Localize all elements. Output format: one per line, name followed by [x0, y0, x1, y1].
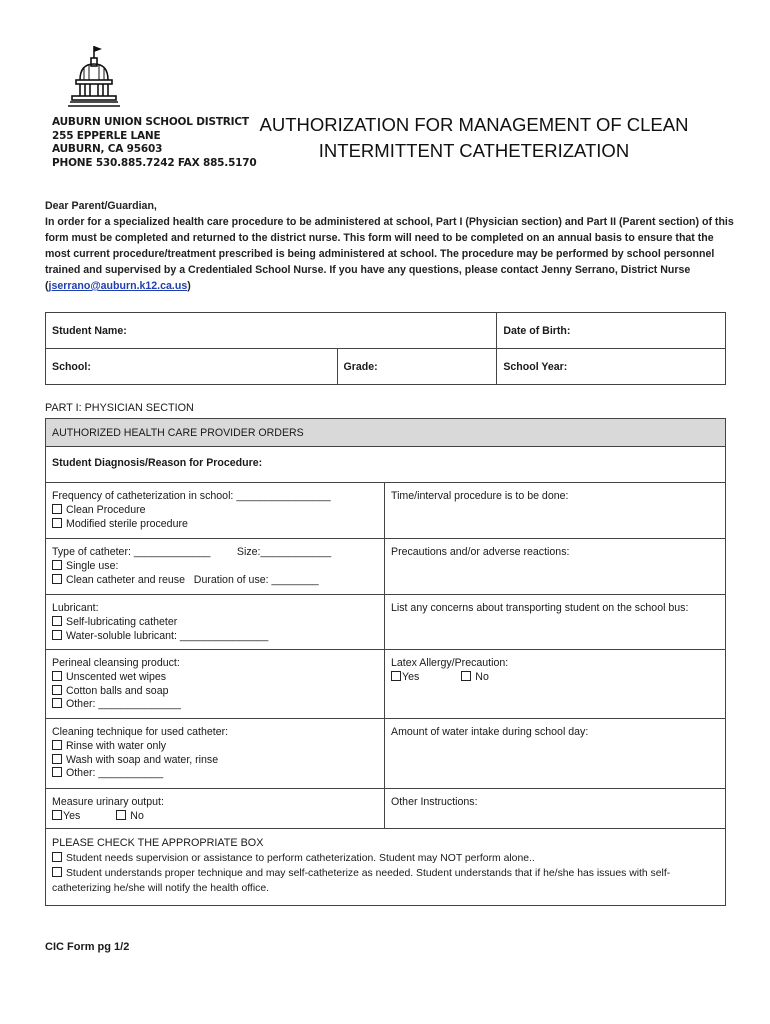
perineal-row: [46, 650, 725, 719]
date-of-birth-field[interactable]: Date of Birth:: [497, 313, 726, 349]
latex-yes-label: Yes: [402, 670, 420, 683]
unscented-wipes-label: Unscented wet wipes: [66, 670, 167, 683]
intro-letter: [45, 198, 735, 294]
grade-field[interactable]: Grade:: [337, 349, 497, 385]
clean-reuse-label: Clean catheter and reuse Duration of use: ________: [66, 573, 319, 586]
other-instructions-field[interactable]: Other Instructions:: [391, 796, 478, 808]
school-field[interactable]: School:: [46, 349, 338, 385]
self-lubricating-label: Self-lubricating catheter: [66, 615, 178, 628]
latex-no-label: No: [475, 670, 489, 683]
salutation: Dear Parent/Guardian,: [45, 200, 157, 212]
capitol-dome-logo: [64, 44, 124, 112]
needs-supervision-checkbox[interactable]: [52, 852, 62, 862]
time-interval-field[interactable]: Time/interval procedure is to be done:: [391, 490, 569, 502]
water-soluble-label: Water-soluble lubricant: _______________: [66, 629, 269, 642]
urinary-cell: [46, 789, 385, 828]
rinse-water-label: Rinse with water only: [66, 739, 167, 752]
perineal-label: Perineal cleansing product:: [52, 657, 180, 669]
urinary-label: Measure urinary output:: [52, 796, 164, 808]
cleaning-cell: [46, 719, 385, 788]
perineal-cell: [46, 650, 385, 718]
latex-yes-checkbox[interactable]: [391, 671, 401, 681]
check-heading: PLEASE CHECK THE APPROPRIATE BOX: [52, 837, 264, 849]
frequency-cell: [46, 483, 385, 538]
perineal-other-label: Other: ______________: [66, 698, 181, 711]
urinary-yes-label: Yes: [63, 809, 81, 822]
urinary-row: [46, 789, 725, 829]
self-catheterize-checkbox[interactable]: [52, 867, 62, 877]
student-name-field[interactable]: Student Name:: [46, 313, 497, 349]
check-box-section: [46, 829, 725, 896]
frequency-label[interactable]: Frequency of catheterization in school: ________________: [52, 490, 331, 502]
intro-text: In order for a specialized health care procedure to be administered at school, Part I (Physician section) and Part II (Parent section) of this form must be completed and returned to the district nurse. This form will need to be completed on an annual basis to ensure that the most current procedure/treatment prescribed is being administered at school. The procedure may be performed by school personnel trained and supervised by a Credentialed School Nurse. If you have any questions, please contact Jenny Serrano, District Nurse (: [45, 216, 734, 292]
needs-supervision-label: Student needs supervision or assistance to perform catheterization. Student may NOT perform alone..: [66, 853, 535, 864]
intro-close: ): [187, 280, 191, 292]
form-title-line1: AUTHORIZATION FOR MANAGEMENT OF CLEAN: [259, 114, 689, 135]
clean-procedure-label: Clean Procedure: [66, 503, 146, 516]
modified-sterile-checkbox[interactable]: [52, 518, 62, 528]
perineal-other-checkbox[interactable]: [52, 698, 62, 708]
water-soluble-checkbox[interactable]: [52, 630, 62, 640]
page-footer: CIC Form pg 1/2: [45, 941, 130, 953]
cotton-balls-checkbox[interactable]: [52, 685, 62, 695]
cleaning-other-checkbox[interactable]: [52, 767, 62, 777]
latex-label: Latex Allergy/Precaution:: [391, 657, 509, 669]
intro-body: [45, 214, 735, 294]
latex-no-checkbox[interactable]: [461, 671, 471, 681]
wash-soap-label: Wash with soap and water, rinse: [66, 753, 219, 766]
catheter-row: [46, 539, 725, 595]
provider-orders-box: [45, 418, 726, 906]
precautions-field[interactable]: Precautions and/or adverse reactions:: [391, 546, 570, 558]
diagnosis-field[interactable]: Student Diagnosis/Reason for Procedure:: [46, 447, 725, 483]
lubricant-label: Lubricant:: [52, 602, 99, 614]
district-street: 255 EPPERLE LANE: [52, 129, 161, 142]
frequency-row: [46, 483, 725, 539]
urinary-yes-checkbox[interactable]: [52, 810, 62, 820]
urinary-no-checkbox[interactable]: [116, 810, 126, 820]
district-city: AUBURN, CA 95603: [52, 143, 163, 155]
nurse-email-link[interactable]: jserrano@auburn.k12.ca.us: [48, 280, 188, 292]
clean-procedure-checkbox[interactable]: [52, 504, 62, 514]
form-title-line2: INTERMITTENT CATHETERIZATION: [318, 140, 630, 161]
single-use-label: Single use:: [66, 559, 119, 572]
self-catheterize-label: Student understands proper technique and may self-catheterize as needed. Student understands that if he/she has issues with self-catheterizing he/she will notify the health office.: [52, 868, 671, 894]
single-use-checkbox[interactable]: [52, 560, 62, 570]
form-title: [222, 112, 726, 164]
wash-soap-checkbox[interactable]: [52, 754, 62, 764]
cleaning-row: [46, 719, 725, 789]
district-phone: PHONE 530.885.7242 FAX 885.5170: [52, 156, 257, 169]
school-year-field[interactable]: School Year:: [497, 349, 726, 385]
rinse-water-checkbox[interactable]: [52, 740, 62, 750]
water-intake-field[interactable]: Amount of water intake during school day:: [391, 726, 589, 738]
latex-cell: [385, 650, 725, 718]
bus-concerns-field[interactable]: List any concerns about transporting student on the school bus:: [391, 602, 689, 614]
unscented-wipes-checkbox[interactable]: [52, 671, 62, 681]
student-info-table: [45, 312, 726, 385]
self-lubricating-checkbox[interactable]: [52, 616, 62, 626]
cleaning-other-label: Other: ___________: [66, 767, 164, 780]
catheter-cell: [46, 539, 385, 594]
lubricant-cell: [46, 595, 385, 649]
urinary-no-label: No: [130, 809, 144, 822]
part1-title: PART I: PHYSICIAN SECTION: [45, 402, 194, 414]
cleaning-label: Cleaning technique for used catheter:: [52, 726, 229, 738]
clean-reuse-checkbox[interactable]: [52, 574, 62, 584]
district-name: AUBURN UNION SCHOOL DISTRICT: [52, 116, 249, 128]
cotton-balls-label: Cotton balls and soap: [66, 684, 169, 697]
modified-sterile-label: Modified sterile procedure: [66, 517, 188, 530]
provider-orders-header: AUTHORIZED HEALTH CARE PROVIDER ORDERS: [46, 419, 725, 447]
lubricant-row: [46, 595, 725, 650]
catheter-type-label[interactable]: Type of catheter: _____________ Size:____________: [52, 546, 332, 558]
